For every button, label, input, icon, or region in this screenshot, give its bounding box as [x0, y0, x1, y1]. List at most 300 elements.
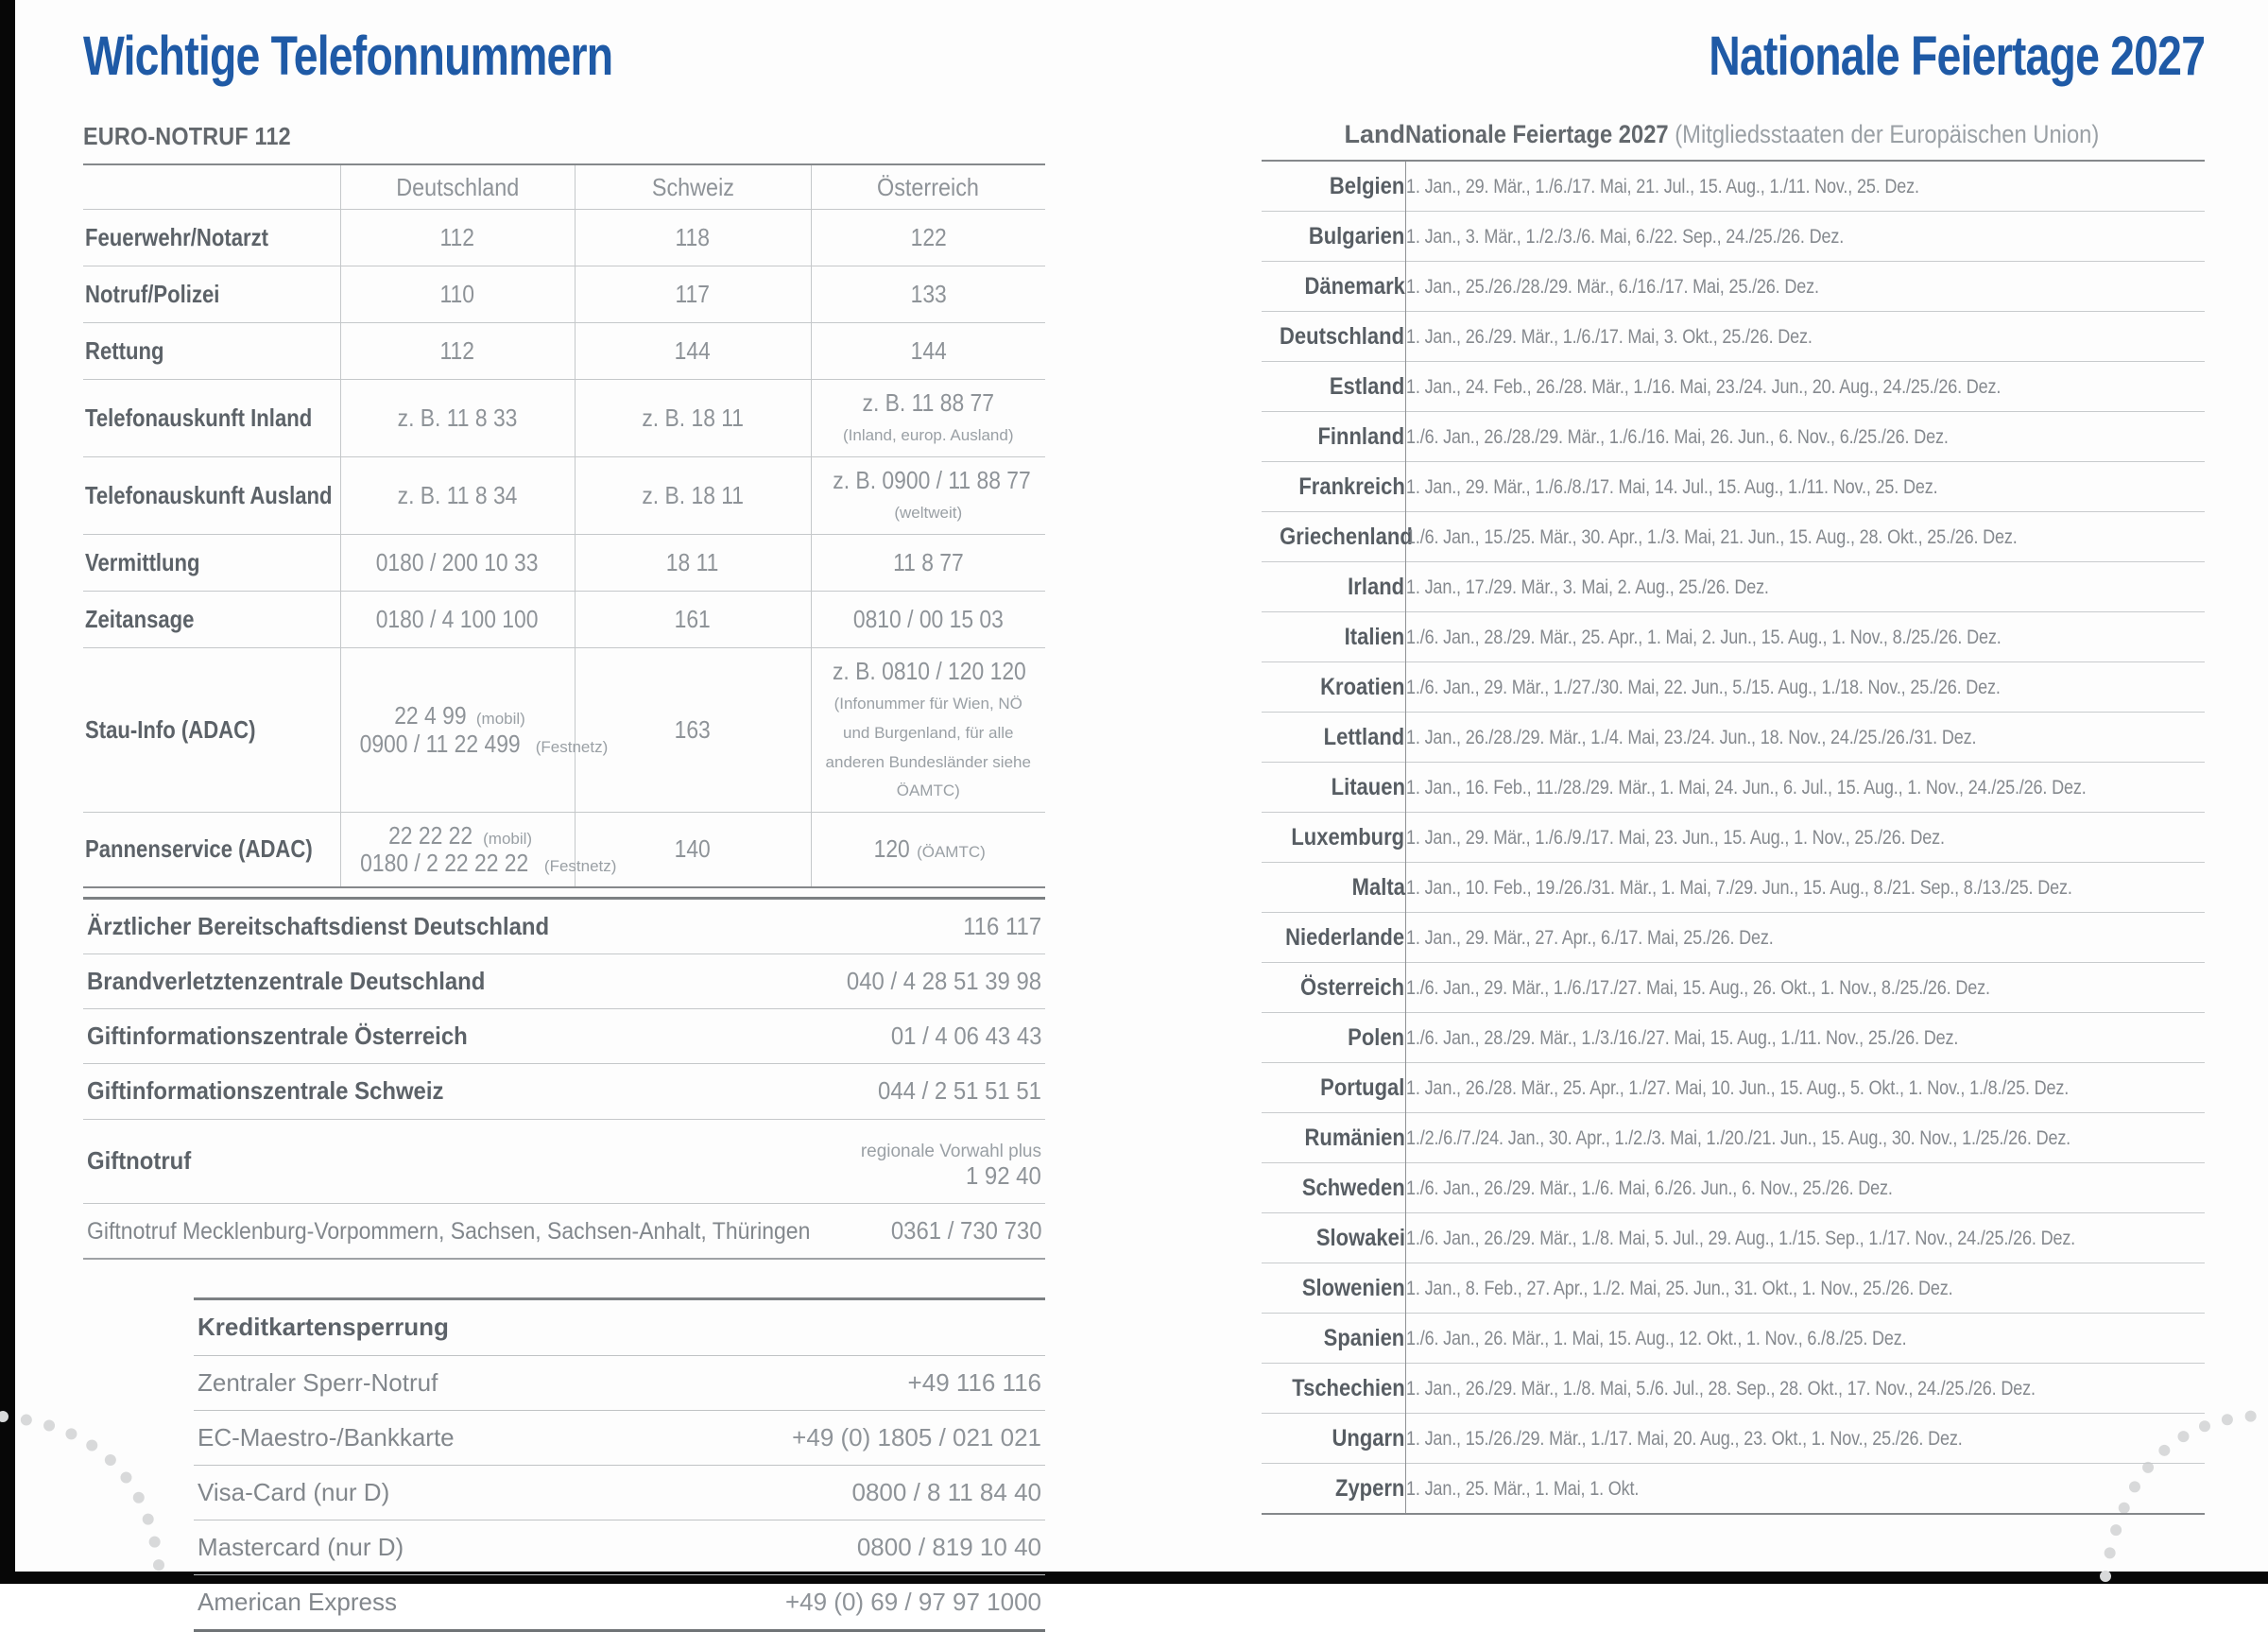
phone-entry-line — [583, 337, 803, 365]
country-name: Rumänien — [1304, 1125, 1405, 1152]
holiday-dates: 1. Jan., 26./28./29. Mär., 1./4. Mai, 23./24. Jun., 18. Nov., 24./25./26./31. Dez. — [1405, 726, 1976, 749]
emergency-value-cell — [340, 648, 609, 813]
holiday-dates-cell — [1405, 462, 2205, 512]
phone-entry-line — [583, 716, 803, 744]
country-name-cell — [1262, 1013, 1405, 1063]
country-name-cell — [1262, 462, 1405, 512]
phone-entry-line — [819, 389, 1039, 417]
service-table-row — [83, 899, 1045, 954]
country-name: Frankreich — [1297, 473, 1405, 501]
holidays-header-title: Nationale Feiertage 2027 — [1405, 119, 1669, 148]
emergency-table-row — [83, 534, 1045, 591]
phone-number: 163 — [674, 714, 712, 744]
service-label-text: Giftnotruf — [87, 1146, 192, 1176]
emergency-value-cell — [811, 592, 1045, 648]
credit-row-value: +49 (0) 69 / 97 97 1000 — [722, 1575, 1045, 1631]
phone-entry-line — [761, 1022, 1041, 1050]
phone-entry-line — [761, 1077, 1041, 1105]
holiday-dates: 1./6. Jan., 26./28./29. Mär., 1./6./16. Mai, 26. Jun., 6. Nov., 6./25./26. Dez. — [1405, 425, 1949, 449]
service-table-row — [83, 1064, 1045, 1119]
phone-entry-line — [349, 224, 567, 251]
phone-entry-line — [819, 224, 1039, 251]
holiday-table-row — [1262, 813, 2205, 863]
service-table-row — [83, 1009, 1045, 1064]
emergency-value-cell — [575, 534, 811, 591]
holiday-dates: 1./6. Jan., 26. Mär., 1. Mai, 15. Aug., 12. Okt., 1. Nov., 6./8./25. Dez. — [1405, 1327, 1906, 1350]
right-page — [1262, 28, 2205, 1515]
holiday-dates: 1. Jan., 25. Mär., 1. Mai, 1. Okt. — [1405, 1477, 1639, 1501]
phone-entry-line — [761, 968, 1041, 995]
service-label-text: Brandverletztenzentrale Deutschland — [87, 967, 486, 996]
holiday-dates-cell — [1405, 863, 2205, 913]
phone-number: 120 — [873, 834, 910, 864]
emergency-value-cell — [340, 210, 575, 266]
phone-number: 18 11 — [666, 547, 719, 576]
holiday-table-row — [1262, 713, 2205, 763]
phone-number: 144 — [674, 336, 712, 366]
holidays-land-header: Land — [1262, 109, 1405, 161]
emergency-value-cell — [811, 648, 1045, 813]
country-name-cell — [1262, 913, 1405, 963]
emergency-value-cell — [811, 457, 1045, 535]
phone-note: regionale Vorwahl plus — [860, 1141, 1041, 1161]
phone-number: 140 — [674, 834, 712, 864]
emergency-column-header-label: Österreich — [877, 172, 980, 201]
emergency-row-label-text: Vermittlung — [85, 547, 200, 576]
country-name-cell — [1262, 1314, 1405, 1364]
emergency-table-row — [83, 457, 1045, 535]
holiday-table-row — [1262, 612, 2205, 662]
holiday-dates-cell — [1405, 713, 2205, 763]
credit-row-value: +49 (0) 1805 / 021 021 — [722, 1410, 1045, 1465]
holiday-dates-cell — [1405, 212, 2205, 262]
country-name-cell — [1262, 813, 1405, 863]
emergency-column-header — [811, 164, 1045, 210]
country-name-cell — [1262, 312, 1405, 362]
holiday-dates-cell — [1405, 262, 2205, 312]
country-name-cell — [1262, 362, 1405, 412]
credit-row-label: American Express — [194, 1575, 722, 1631]
euro-notruf-label: EURO-NOTRUF 112 — [83, 121, 291, 150]
phone-number: 0180 / 200 10 33 — [376, 547, 539, 576]
emergency-column-header — [340, 164, 575, 210]
country-name-cell — [1262, 863, 1405, 913]
service-label — [83, 1204, 811, 1260]
emergency-value-cell — [340, 380, 575, 457]
holiday-dates-cell — [1405, 161, 2205, 212]
phone-number: 112 — [439, 223, 475, 251]
holiday-dates-cell — [1405, 612, 2205, 662]
emergency-row-label — [83, 323, 340, 380]
services-numbers-table — [83, 897, 1045, 1260]
country-name-cell — [1262, 161, 1405, 212]
holiday-dates: 1. Jan., 10. Feb., 19./26./31. Mär., 1. Mai, 7./29. Jun., 15. Aug., 8./21. Sep., 8./13./25. Dez. — [1405, 876, 2072, 900]
holiday-table-row — [1262, 362, 2205, 412]
phone-number: 110 — [439, 280, 475, 309]
phone-number: 118 — [675, 223, 711, 251]
emergency-value-cell — [340, 592, 575, 648]
country-name: Zypern — [1335, 1475, 1405, 1503]
holiday-table-row — [1262, 1113, 2205, 1163]
country-name-cell — [1262, 1113, 1405, 1163]
holiday-table-row — [1262, 462, 2205, 512]
country-name-cell — [1262, 713, 1405, 763]
phone-entry-line — [583, 404, 803, 432]
country-name-cell — [1262, 212, 1405, 262]
credit-row-value: 0800 / 8 11 84 40 — [722, 1465, 1045, 1520]
credit-card-block — [194, 1297, 1045, 1632]
holiday-table-row — [1262, 913, 2205, 963]
holidays-header-row — [1262, 109, 2205, 161]
phone-entry-line — [819, 337, 1039, 365]
emergency-row-label-text: Notruf/Polizei — [85, 280, 220, 309]
emergency-row-label — [83, 648, 340, 813]
country-name: Litauen — [1331, 774, 1405, 801]
service-table-row — [83, 1119, 1045, 1204]
holiday-table-row — [1262, 1063, 2205, 1113]
country-name: Slowakei — [1315, 1225, 1405, 1252]
holiday-dates: 1. Jan., 29. Mär., 1./6./17. Mai, 21. Jul., 15. Aug., 1./11. Nov., 25. Dez. — [1405, 175, 1919, 198]
holiday-table-row — [1262, 763, 2205, 813]
emergency-value-cell — [340, 266, 575, 323]
country-name-cell — [1262, 1414, 1405, 1464]
emergency-row-label — [83, 534, 340, 591]
service-label — [83, 899, 757, 954]
service-label — [83, 954, 757, 1009]
phone-entry-line — [349, 549, 567, 576]
phone-entry-line — [819, 418, 1039, 447]
phone-number: z. B. 11 8 34 — [397, 480, 518, 509]
credit-table-row — [194, 1575, 1045, 1631]
holiday-dates: 1. Jan., 29. Mär., 1./6./8./17. Mai, 14. Jul., 15. Aug., 1./11. Nov., 25. Dez. — [1405, 475, 1937, 499]
service-value — [757, 1009, 1045, 1064]
credit-table-row — [194, 1410, 1045, 1465]
phone-note: (mobil) — [475, 710, 525, 729]
country-name-cell — [1262, 562, 1405, 612]
holiday-dates-cell — [1405, 1113, 2205, 1163]
holiday-table-row — [1262, 512, 2205, 562]
emergency-value-cell — [575, 648, 811, 813]
holiday-table-row — [1262, 262, 2205, 312]
holiday-dates-cell — [1405, 763, 2205, 813]
credit-table-row — [194, 1355, 1045, 1410]
country-name-cell — [1262, 412, 1405, 462]
emergency-numbers-table — [83, 163, 1045, 888]
service-label-text: Giftinformationszentrale Schweiz — [87, 1076, 444, 1106]
phone-number: 22 4 99 — [394, 701, 467, 730]
holiday-dates-cell — [1405, 1163, 2205, 1213]
phone-number: 122 — [910, 223, 947, 251]
holiday-dates: 1. Jan., 26./29. Mär., 1./8. Mai, 5./6. Jul., 28. Sep., 28. Okt., 17. Nov., 24./25./26. Dez. — [1405, 1377, 2036, 1400]
holiday-dates: 1. Jan., 25./26./28./29. Mär., 6./16./17. Mai, 25./26. Dez. — [1405, 275, 1819, 299]
country-name-cell — [1262, 763, 1405, 813]
phone-number: z. B. 0810 / 120 120 — [832, 657, 1026, 686]
emergency-header-row — [83, 164, 1045, 210]
phone-note: (Festnetz) — [543, 857, 617, 876]
country-name-cell — [1262, 1213, 1405, 1263]
holiday-dates-cell — [1405, 412, 2205, 462]
phone-note: (Inland, europ. Ausland) — [842, 426, 1014, 445]
emergency-value-cell — [575, 812, 811, 887]
holiday-dates-cell — [1405, 1314, 2205, 1364]
emergency-row-label-text: Zeitansage — [85, 605, 195, 633]
country-name-cell — [1262, 1263, 1405, 1314]
phone-number: 01 / 4 06 43 43 — [890, 1022, 1041, 1051]
phone-entry-line — [819, 549, 1039, 576]
credit-row-value: 0800 / 819 10 40 — [722, 1520, 1045, 1574]
country-name: Bulgarien — [1309, 223, 1405, 250]
holiday-table-row — [1262, 1364, 2205, 1414]
holiday-table-row — [1262, 662, 2205, 713]
service-label-text: Ärztlicher Bereitschaftsdienst Deutschland — [87, 912, 550, 941]
holiday-dates-cell — [1405, 1013, 2205, 1063]
emergency-row-label — [83, 592, 340, 648]
country-name: Luxemburg — [1291, 824, 1405, 851]
service-value — [757, 1119, 1045, 1204]
phone-entry-line — [819, 686, 1039, 802]
holiday-dates: 1. Jan., 29. Mär., 1./6./9./17. Mai, 23. Jun., 15. Aug., 1. Nov., 25./26. Dez. — [1405, 826, 1945, 850]
country-name-cell — [1262, 1063, 1405, 1113]
emergency-value-cell — [575, 266, 811, 323]
holiday-dates: 1./6. Jan., 26./29. Mär., 1./8. Mai, 5. Jul., 29. Aug., 1./15. Sep., 1./17. Nov., 24./25./26. Dez. — [1405, 1227, 2075, 1250]
country-name: Belgien — [1330, 173, 1405, 200]
emergency-row-label-text: Pannenservice (ADAC) — [85, 834, 313, 864]
phone-note: (mobil) — [483, 829, 533, 848]
credit-table-row — [194, 1520, 1045, 1574]
emergency-row-label — [83, 380, 340, 457]
country-name-cell — [1262, 1464, 1405, 1515]
service-label-text: Giftnotruf Mecklenburg-Vorpommern, Sachsen, Sachsen-Anhalt, Thüringen — [87, 1217, 811, 1245]
holiday-dates: 1. Jan., 15./26./29. Mär., 1./17. Mai, 20. Aug., 23. Okt., 1. Nov., 25./26. Dez. — [1405, 1427, 1963, 1451]
holiday-dates: 1. Jan., 26./28. Mär., 25. Apr., 1./27. Mai, 10. Jun., 15. Aug., 5. Okt., 1. Nov., 1./8./25. Dez. — [1405, 1076, 2069, 1100]
holiday-dates-cell — [1405, 1414, 2205, 1464]
phone-number: 161 — [674, 605, 712, 633]
phone-entry-line — [819, 606, 1039, 633]
service-value — [757, 954, 1045, 1009]
phone-number: z. B. 0900 / 11 88 77 — [832, 466, 1031, 495]
holiday-table-row — [1262, 1013, 2205, 1063]
holiday-dates: 1./6. Jan., 29. Mär., 1./6./17./27. Mai, 15. Aug., 26. Okt., 1. Nov., 8./25./26. Dez. — [1405, 976, 1990, 1000]
phone-number: z. B. 11 8 33 — [397, 404, 518, 433]
service-value — [757, 1064, 1045, 1119]
holiday-dates-cell — [1405, 1263, 2205, 1314]
country-name-cell — [1262, 662, 1405, 713]
holiday-dates: 1. Jan., 24. Feb., 26./28. Mär., 1./16. Mai, 23./24. Jun., 20. Aug., 24./25./26. Dez. — [1405, 375, 2001, 399]
country-name-cell — [1262, 1364, 1405, 1414]
credit-row-label: EC-Maestro-/Bankkarte — [194, 1410, 722, 1465]
emergency-row-label — [83, 266, 340, 323]
service-label — [83, 1064, 757, 1119]
emergency-value-cell — [340, 457, 575, 535]
service-table-row — [83, 954, 1045, 1009]
country-name: Dänemark — [1304, 273, 1405, 301]
holiday-table-row — [1262, 212, 2205, 262]
emergency-value-cell — [575, 592, 811, 648]
holiday-dates-cell — [1405, 1464, 2205, 1515]
phone-number: 1 92 40 — [966, 1161, 1041, 1191]
country-name-cell — [1262, 963, 1405, 1013]
country-name: Portugal — [1320, 1074, 1405, 1102]
phone-number: 112 — [439, 336, 475, 366]
phone-entry-line — [349, 822, 567, 850]
emergency-row-label-text: Stau-Info (ADAC) — [85, 714, 256, 744]
emergency-row-label-text: Rettung — [85, 336, 164, 366]
holiday-table-row — [1262, 1314, 2205, 1364]
emergency-value-cell — [811, 323, 1045, 380]
country-name: Österreich — [1300, 974, 1405, 1002]
holiday-dates: 1. Jan., 17./29. Mär., 3. Mai, 2. Aug., 25./26. Dez. — [1405, 575, 1769, 599]
credit-header-label: Kreditkartensperrung — [198, 1313, 449, 1342]
holiday-dates-cell — [1405, 662, 2205, 713]
emergency-table-row — [83, 323, 1045, 380]
country-name: Tschechien — [1292, 1375, 1405, 1402]
emergency-value-cell — [811, 266, 1045, 323]
emergency-row-label-text: Feuerwehr/Notarzt — [85, 223, 269, 251]
emergency-value-cell — [340, 323, 575, 380]
credit-row-label: Zentraler Sperr-Notruf — [194, 1355, 722, 1410]
page-title-right: Nationale Feiertage 2027 — [1709, 26, 2205, 87]
phone-number: 117 — [675, 280, 711, 309]
phone-entry-line — [819, 495, 1039, 524]
phone-number: 0361 / 730 730 — [890, 1216, 1041, 1245]
emergency-table-row — [83, 380, 1045, 457]
holiday-dates-cell — [1405, 913, 2205, 963]
phone-entry-line — [819, 658, 1039, 685]
credit-card-table — [194, 1297, 1045, 1632]
country-name: Schweden — [1301, 1175, 1405, 1202]
phone-number: 0810 / 00 15 03 — [852, 605, 1004, 633]
country-name: Estland — [1330, 373, 1405, 401]
country-name: Irland — [1348, 574, 1405, 601]
emergency-table-row — [83, 210, 1045, 266]
holiday-dates: 1./6. Jan., 15./25. Mär., 30. Apr., 1./3. Mai, 21. Jun., 15. Aug., 28. Okt., 25./26. Dez. — [1405, 525, 2018, 549]
emergency-column-header-label: Schweiz — [651, 172, 734, 201]
page-title-left: Wichtige Telefonnummern — [83, 26, 613, 87]
phone-number: 040 / 4 28 51 39 98 — [846, 967, 1041, 996]
emergency-row-label — [83, 812, 340, 887]
holiday-table-row — [1262, 312, 2205, 362]
emergency-table-row — [83, 648, 1045, 813]
holiday-dates: 1./6. Jan., 28./29. Mär., 1./3./16./27. Mai, 15. Aug., 1./11. Nov., 25./26. Dez. — [1405, 1026, 1958, 1050]
phone-entry-line — [819, 281, 1039, 308]
phone-note: (weltweit) — [894, 504, 963, 523]
holiday-dates-cell — [1405, 312, 2205, 362]
phone-number: 0180 / 2 22 22 22 — [359, 849, 528, 878]
holiday-dates: 1./6. Jan., 28./29. Mär., 25. Apr., 1. Mai, 2. Jun., 15. Aug., 1. Nov., 8./25./26. Dez. — [1405, 626, 2002, 649]
holiday-dates-cell — [1405, 1213, 2205, 1263]
country-name-cell — [1262, 1163, 1405, 1213]
country-name: Finnland — [1317, 423, 1405, 451]
holiday-table-row — [1262, 562, 2205, 612]
holiday-table-row — [1262, 963, 2205, 1013]
phone-note: (ÖAMTC) — [917, 843, 986, 862]
emergency-value-cell — [811, 812, 1045, 887]
phone-entry-line — [349, 281, 567, 308]
country-name: Griechenland — [1280, 524, 1413, 551]
emergency-value-cell — [575, 380, 811, 457]
emergency-value-cell — [340, 812, 617, 887]
credit-row-label: Mastercard (nur D) — [194, 1520, 722, 1574]
country-name-cell — [1262, 262, 1405, 312]
holiday-dates: 1. Jan., 26./29. Mär., 1./6./17. Mai, 3. Okt., 25./26. Dez. — [1405, 325, 1813, 349]
phone-entry-line — [349, 606, 567, 633]
country-name: Lettland — [1323, 724, 1405, 751]
country-name: Malta — [1351, 874, 1405, 902]
emergency-value-cell — [811, 210, 1045, 266]
phone-entry-line — [583, 549, 803, 576]
phone-entry-line — [819, 835, 1039, 863]
emergency-table-row — [83, 812, 1045, 887]
phone-entry-line — [349, 702, 567, 730]
left-page — [83, 28, 1045, 1632]
holidays-title-header — [1405, 109, 2205, 161]
emergency-table-row — [83, 592, 1045, 648]
holiday-dates: 1./6. Jan., 26./29. Mär., 1./6. Mai, 6./26. Jun., 6. Nov., 25./26. Dez. — [1405, 1177, 1893, 1200]
holiday-table-row — [1262, 863, 2205, 913]
holiday-dates-cell — [1405, 813, 2205, 863]
phone-entry-line — [761, 913, 1041, 940]
phone-number: 144 — [910, 336, 947, 366]
phone-number: 133 — [910, 280, 947, 309]
credit-row-label: Visa-Card (nur D) — [194, 1465, 722, 1520]
page-edge-left — [0, 0, 15, 1584]
country-name-cell — [1262, 612, 1405, 662]
emergency-value-cell — [340, 534, 575, 591]
holiday-table-row — [1262, 1464, 2205, 1515]
emergency-value-cell — [811, 380, 1045, 457]
credit-row-value: +49 116 116 — [722, 1355, 1045, 1410]
holiday-table-row — [1262, 1414, 2205, 1464]
holiday-dates-cell — [1405, 562, 2205, 612]
emergency-row-label-text: Telefonauskunft Ausland — [85, 480, 333, 509]
holiday-table-row — [1262, 1263, 2205, 1314]
holiday-dates-cell — [1405, 1364, 2205, 1414]
holiday-dates-cell — [1405, 512, 2205, 562]
emergency-value-cell — [575, 210, 811, 266]
phone-entry-line — [583, 281, 803, 308]
holiday-table-row — [1262, 1213, 2205, 1263]
holiday-table-row — [1262, 161, 2205, 212]
phone-entry-line — [349, 849, 617, 878]
service-table-row — [83, 1204, 1045, 1260]
phone-number: z. B. 11 88 77 — [862, 388, 994, 418]
phone-entry-line — [349, 729, 609, 758]
country-name-cell — [1262, 512, 1413, 562]
holidays-header-subtitle: (Mitgliedsstaaten der Europäischen Union) — [1668, 119, 2100, 148]
phone-number: 0180 / 4 100 100 — [376, 605, 539, 633]
emergency-row-label — [83, 457, 340, 535]
holiday-table-row — [1262, 1163, 2205, 1213]
emergency-row-label — [83, 210, 340, 266]
country-name: Slowenien — [1301, 1275, 1405, 1302]
holiday-dates: 1. Jan., 29. Mär., 27. Apr., 6./17. Mai, 25./26. Dez. — [1405, 926, 1774, 950]
emergency-column-header — [575, 164, 811, 210]
service-value — [757, 899, 1045, 954]
phone-entry-line — [761, 1134, 1041, 1163]
phone-number: 0900 / 11 22 499 — [359, 729, 521, 758]
emergency-value-cell — [575, 457, 811, 535]
service-label — [83, 1119, 757, 1204]
phone-note: (Festnetz) — [535, 737, 609, 756]
phone-note: (Infonummer für Wien, NÖ und Burgenland, für alle anderen Bundesländer siehe ÖAMTC) — [825, 695, 1031, 800]
phone-number: z. B. 18 11 — [642, 480, 744, 509]
phone-entry-line — [583, 606, 803, 633]
holiday-dates: 1. Jan., 8. Feb., 27. Apr., 1./2. Mai, 25. Jun., 31. Okt., 1. Nov., 25./26. Dez. — [1405, 1277, 1953, 1300]
phone-number: z. B. 18 11 — [642, 404, 744, 433]
phone-entry-line — [349, 482, 567, 509]
phone-entry-line — [819, 467, 1039, 494]
credit-header-row — [194, 1299, 1045, 1355]
